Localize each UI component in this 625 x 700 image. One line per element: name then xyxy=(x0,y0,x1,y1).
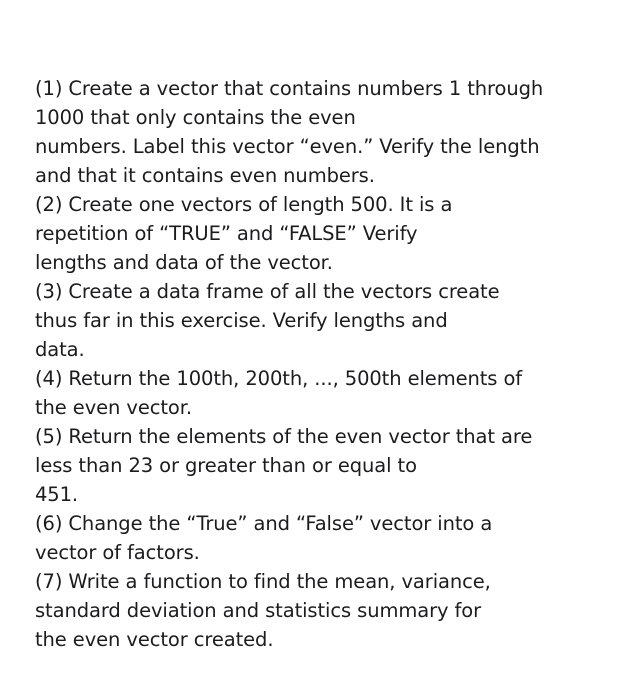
text-line-10: data. xyxy=(35,338,85,361)
text-line-7: lengths and data of the vector. xyxy=(35,251,333,274)
text-line-12: the even vector. xyxy=(35,396,192,419)
text-line-15: 451. xyxy=(35,483,79,506)
text-line-8: (3) Create a data frame of all the vectors create xyxy=(35,280,500,303)
text-line-11: (4) Return the 100th, 200th, ..., 500th elements of xyxy=(35,367,523,390)
text-line-14: less than 23 or greater than or equal to xyxy=(35,454,417,477)
text-line-6: repetition of “TRUE” and “FALSE” Verify xyxy=(35,222,418,245)
text-line-5: (2) Create one vectors of length 500. It is a xyxy=(35,193,453,216)
text-line-17: vector of factors. xyxy=(35,541,200,564)
text-line-2: 1000 that only contains the even xyxy=(35,106,356,129)
text-line-13: (5) Return the elements of the even vector that are xyxy=(35,425,533,448)
text-line-20: the even vector created. xyxy=(35,628,274,651)
text-line-18: (7) Write a function to find the mean, variance, xyxy=(35,570,491,593)
text-line-4: and that it contains even numbers. xyxy=(35,164,375,187)
text-line-19: standard deviation and statistics summary for xyxy=(35,599,482,622)
text-line-1: (1) Create a vector that contains numbers 1 through xyxy=(35,77,544,100)
text-line-9: thus far in this exercise. Verify lengths and xyxy=(35,309,448,332)
text-line-3: numbers. Label this vector “even.” Verify the length xyxy=(35,135,540,158)
exercise-text-block xyxy=(35,74,615,654)
text-line-16: (6) Change the “True” and “False” vector into a xyxy=(35,512,493,535)
